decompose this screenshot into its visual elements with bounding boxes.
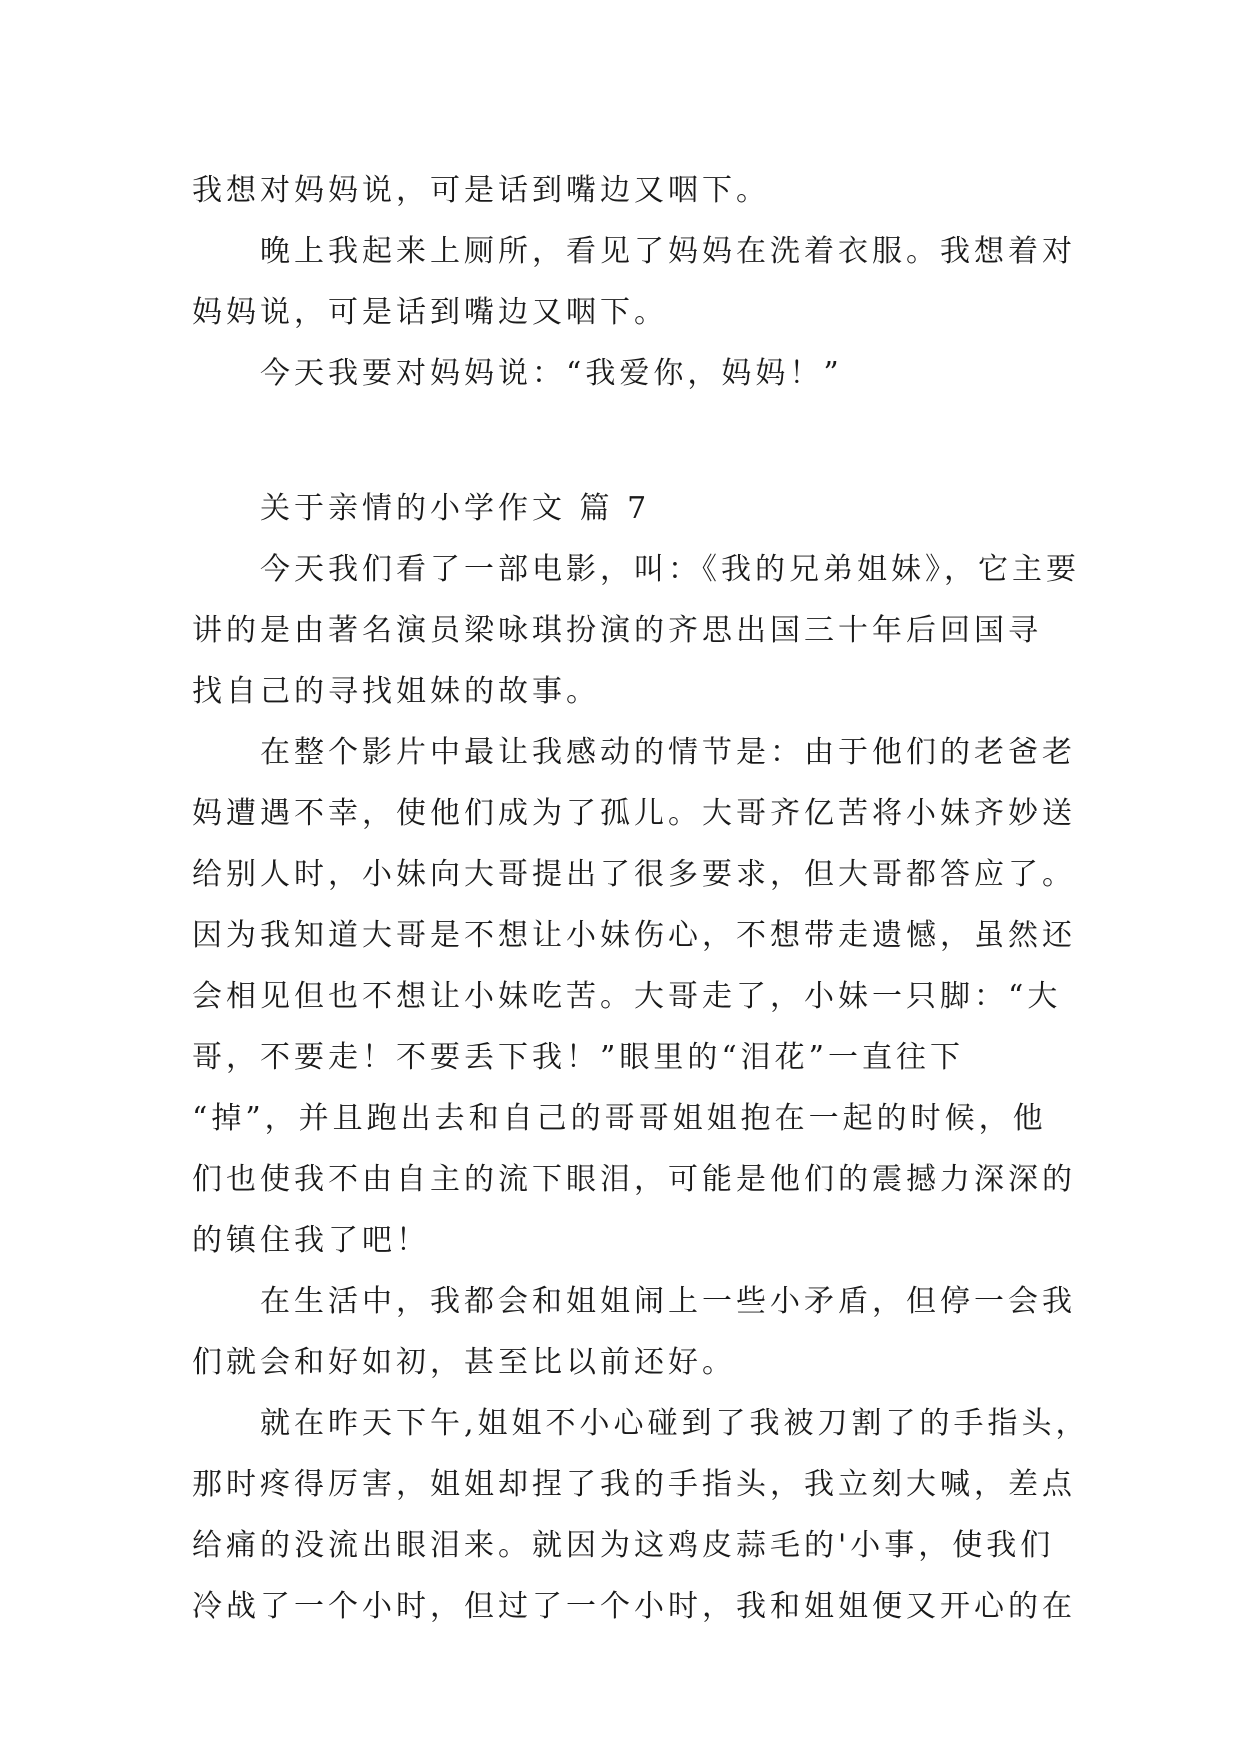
paragraph bbox=[192, 221, 1076, 343]
paragraph bbox=[192, 722, 1076, 1271]
document-body bbox=[192, 160, 1090, 1637]
text-line: 给别人时，小妹向大哥提出了很多要求，但大哥都答应了。 bbox=[192, 857, 1076, 892]
text-line: 的镇住我了吧！ bbox=[192, 1223, 430, 1258]
text-line: 今天我们看了一部电影，叫：《我的兄弟姐妹》，它主要 bbox=[260, 552, 1080, 587]
text-line: 会相见但也不想让小妹吃苦。大哥走了，小妹一只脚：“大 bbox=[192, 979, 1062, 1014]
text-line: 就在昨天下午,姐姐不小心碰到了我被刀割了的手指头， bbox=[260, 1406, 1090, 1441]
paragraph bbox=[192, 160, 1062, 221]
paragraph bbox=[192, 1393, 1090, 1637]
text-line: 那时疼得厉害，姐姐却捏了我的手指头，我立刻大喊，差点 bbox=[192, 1467, 1076, 1502]
section-heading bbox=[192, 478, 1062, 539]
heading-text: 关于亲情的小学作文 篇 7 bbox=[260, 491, 651, 526]
text-line: 我想对妈妈说，可是话到嘴边又咽下。 bbox=[192, 173, 770, 208]
paragraph bbox=[192, 1271, 1076, 1393]
text-line: 妈妈说，可是话到嘴边又咽下。 bbox=[192, 295, 668, 330]
text-line: 冷战了一个小时，但过了一个小时，我和姐姐便又开心的在 bbox=[192, 1589, 1076, 1624]
text-line: 们就会和好如初，甚至比以前还好。 bbox=[192, 1345, 736, 1380]
text-line: 妈遭遇不幸，使他们成为了孤儿。大哥齐亿苦将小妹齐妙送 bbox=[192, 796, 1076, 831]
text-line: 今天我要对妈妈说：“我爱你，妈妈！” bbox=[260, 356, 843, 391]
text-line: 给痛的没流出眼泪来。就因为这鸡皮蒜毛的'小事，使我们 bbox=[192, 1528, 1055, 1563]
text-line: 在整个影片中最让我感动的情节是：由于他们的老爸老 bbox=[260, 735, 1076, 770]
paragraph bbox=[192, 539, 1080, 722]
text-line: 哥，不要走！不要丢下我！”眼里的“泪花”一直往下 bbox=[192, 1040, 965, 1075]
text-line: “掉”，并且跑出去和自己的哥哥姐姐抱在一起的时候，他 bbox=[192, 1101, 1047, 1136]
text-line: 在生活中，我都会和姐姐闹上一些小矛盾，但停一会我 bbox=[260, 1284, 1076, 1319]
text-line: 晚上我起来上厕所，看见了妈妈在洗着衣服。我想着对 bbox=[260, 234, 1076, 269]
text-line: 找自己的寻找姐妹的故事。 bbox=[192, 674, 600, 709]
section-spacer bbox=[192, 404, 1062, 478]
text-line: 们也使我不由自主的流下眼泪，可能是他们的震撼力深深的 bbox=[192, 1162, 1076, 1197]
paragraph bbox=[192, 343, 1062, 404]
text-line: 因为我知道大哥是不想让小妹伤心，不想带走遗憾，虽然还 bbox=[192, 918, 1076, 953]
text-line: 讲的是由著名演员梁咏琪扮演的齐思出国三十年后回国寻 bbox=[192, 613, 1042, 648]
